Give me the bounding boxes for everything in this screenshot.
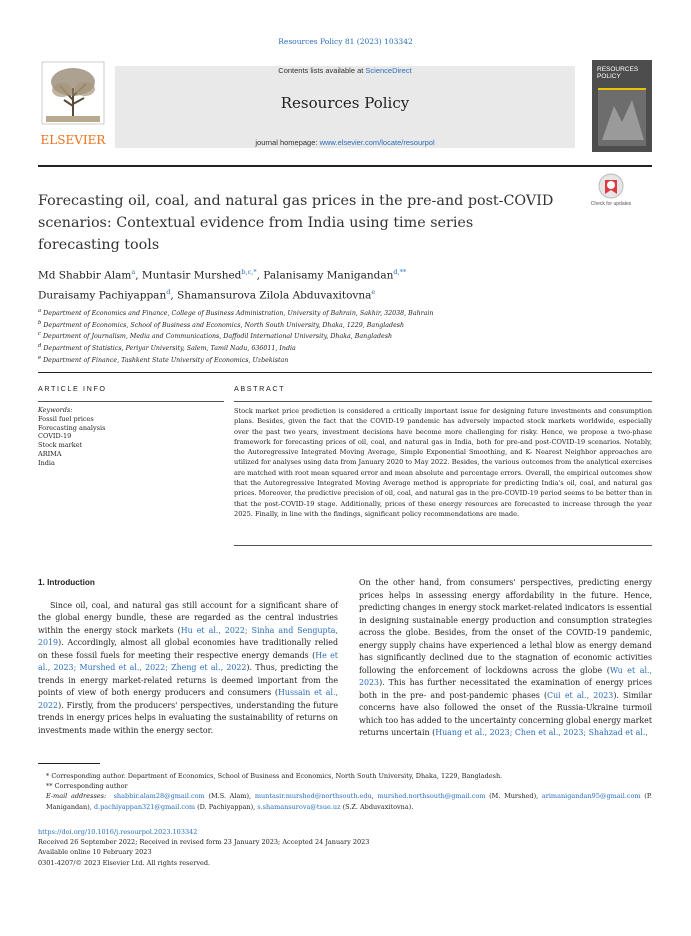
footnote-rule <box>38 763 100 764</box>
keyword-item: India <box>38 458 55 467</box>
abstract-rule <box>234 401 652 402</box>
keywords-list <box>38 415 224 468</box>
author-affiliation-mark[interactable]: d <box>166 287 171 296</box>
copyright: 0301-4207/© 2023 Elsevier Ltd. All rights reserved. <box>38 858 211 867</box>
affiliation-text: Department of Economics and Finance, College of Business Administration, University of Bahrain, Sakhir, 32038, Bahrain <box>41 310 434 318</box>
header-rule <box>38 165 652 167</box>
elsevier-logo <box>38 60 108 152</box>
affiliation-mark: b <box>38 319 42 326</box>
body-text: ). Accordingly, almost all global economies have traditionally relied on these fossil fuels for meeting their respective energy demands ( <box>38 638 338 660</box>
citation-link[interactable]: He et al., 2023; Murshed et al., 2022; Zheng et al., 2022 <box>38 650 338 672</box>
corresponding-author-2: ** Corresponding author <box>46 782 128 791</box>
affiliation-item <box>38 342 638 354</box>
author-list: Md Shabbir Alam$^a$, Muntasir Murshed$^{b,c,*}$, Palanisamy Manigandan$^{d,**}$ Duraisamy Pachiyappan$^d$, Shamansurova Zilola Abduvaxitovna$^e$ <box>38 268 407 301</box>
affiliation-item <box>38 307 638 319</box>
journal-masthead <box>38 60 652 155</box>
affiliation-item <box>38 330 638 342</box>
email-owner: (D. Pachiyappan), <box>195 802 258 811</box>
abstract-bottom-rule <box>234 545 652 546</box>
author-affiliation-mark[interactable]: a <box>131 268 136 276</box>
body-text: Since oil, coal, and natural gas still account for a significant share of the global energy bundle, these are regarded as the central industries within the energy stock markets ( <box>38 600 338 635</box>
email-owner: (P. Manigandan), <box>46 792 652 811</box>
body-text: ). Similar concerns have also followed the onset of the Russia-Ukraine turmoil which too has added to the uncertainty concerning global energy market returns uncertain ( <box>359 690 652 737</box>
author-name[interactable]: Md Shabbir Alam <box>38 269 132 282</box>
keyword-item: Stock market <box>38 441 83 450</box>
keywords-label: Keywords: <box>38 406 73 414</box>
body-text: ). Thus, predicting the trends in energy market-related returns is deemed important from the points of view of both energy producers and consumers ( <box>38 663 338 697</box>
keywords-block <box>38 406 224 468</box>
body-column-left <box>38 577 338 737</box>
author-name[interactable]: Muntasir Murshed <box>141 269 242 282</box>
available-online: Available online 10 February 2023 <box>38 848 152 857</box>
keyword-item: ARIMA <box>38 449 62 458</box>
citation-link[interactable]: Hu et al., 2022; Sinha and Sengupta, 2019 <box>38 625 338 647</box>
check-for-updates-badge[interactable] <box>590 172 632 212</box>
article-info-heading: ARTICLE INFO <box>38 384 107 393</box>
email-link[interactable]: d.pachiyappan321@gmail.com <box>93 802 196 811</box>
citation-link[interactable]: Hussain et al., 2022 <box>38 688 338 710</box>
journal-name: Resources Policy <box>280 94 410 112</box>
contents-line <box>115 66 575 75</box>
affiliation-item <box>38 354 638 366</box>
email-link[interactable]: shabbir.alam28@gmail.com <box>113 792 205 801</box>
email-link[interactable]: s.shamansurova@tsue.uz <box>257 802 341 811</box>
abstract-text: Stock market price prediction is considered a critically important issue for designing future investments and consumption plans. Besides, given the fact that the COVID-19 pandemic has adversely impacted stock markets worldwide, especially over the past two years, investment decisions have become more challenging for risky. Hence, we propose a two-phase framework for forecasting prices of oil, coal, and natural gas in India, both for pre-and post-COVID-19 scenarios. Notably, the Autoregressive Integrated Moving Average, Simple Exponential Smoothing, and K- Nearest Neighbor approaches are utilized for analyses using data from January 2020 to May 2022. Besides, the various outcomes from the analytical exercises are matched with root mean squared error and mean absolute and percentage errors. Overall, the empirical outcomes show that the Autoregressive Integrated Moving Average method is appropriate for predicting India's oil, coal, and natural gas prices. Moreover, the predictive precision of oil, coal, and natural gas in the pre-COVID-19 period seems to be better than in that the post-COVID-19 stage. Additionally, prices of these energy resources are forecasted to increase through the year 2025. Finally, in line with the findings, significant policy recommendations are made. <box>234 407 652 518</box>
publisher-name: ELSEVIER <box>40 133 106 147</box>
affiliation-text: Department of Journalism, Media and Communications, Daffodil International University, Dhaka, Bangladesh <box>40 333 393 341</box>
article-history <box>38 827 652 868</box>
email-owner: , <box>371 792 378 801</box>
email-owner: (S.Z. Abduvaxitovna). <box>340 802 414 811</box>
body-text: On the other hand, from consumers' perspectives, predicting energy prices helps in assessing energy affordability in the future. Hence, predicting changes in energy stock market-related indicators is essential in designing sustainable energy production and consumption strategies across the globe. Besides, from the onset of the COVID-19 pandemic, energy supply chains have experienced a lethal blow as energy demand has significantly declined due to the stagnation of economic activities following the enforcement of lockdowns across the globe ( <box>359 578 652 675</box>
affiliation-text: Department of Economics, School of Business and Economics, North South University, Dhaka, 1229, Bangladesh <box>41 321 405 329</box>
keyword-item: Forecasting analysis <box>38 423 106 432</box>
author-name[interactable]: Shamansurova Zilola Abduvaxitovna <box>177 289 372 301</box>
author-name[interactable]: Palanisamy Manigandan <box>263 269 394 282</box>
affiliation-text: Department of Statistics, Periyar University, Salem, Tamil Nadu, 636011, India <box>41 345 296 353</box>
citation-link[interactable]: Wu et al., 2023 <box>359 665 652 687</box>
article-info-rule <box>38 401 224 402</box>
section-rule <box>38 372 652 373</box>
body-column-right <box>359 577 652 740</box>
affiliation-mark: a <box>38 308 42 314</box>
corresponding-author-1: * Corresponding author. Department of Economics, School of Business and Economics, North South University, Dhaka, 1229, Bangladesh. <box>46 772 503 780</box>
crossmark-label: Check for updates <box>590 201 632 207</box>
abstract-heading: ABSTRACT <box>234 384 286 393</box>
citation-link[interactable]: Cui et al., 2023 <box>547 690 614 700</box>
email-link[interactable]: muntasir.murshed@northsouth.edu <box>254 792 372 801</box>
citation-link[interactable]: Huang et al., 2023; Chen et al., 2023; Shahzad et al., <box>435 728 648 737</box>
email-link[interactable]: arimanigandan95@gmail.com <box>541 792 641 801</box>
journal-homepage-link[interactable]: www.elsevier.com/locate/resourpol <box>319 138 435 147</box>
journal-reference[interactable]: Resources Policy 81 (2023) 103342 <box>278 37 413 46</box>
cover-title: RESOURCES POLICY <box>597 66 639 80</box>
received-dates: Received 26 September 2022; Received in revised form 23 January 2023; Accepted 24 January 2023 <box>38 838 370 847</box>
affiliation-mark: e <box>38 354 42 361</box>
contents-prefix: Contents lists available at <box>278 66 366 75</box>
introduction-paragraph-1 <box>38 600 338 738</box>
author-affiliation-mark[interactable]: e <box>371 287 376 296</box>
sciencedirect-link[interactable]: ScienceDirect <box>365 66 412 75</box>
email-link[interactable]: murshed.northsouth@gmail.com <box>377 792 486 801</box>
email-owner: (M. Murshed), <box>485 792 542 801</box>
footnotes <box>38 771 652 812</box>
homepage-prefix: journal homepage: <box>255 138 320 147</box>
email-addresses <box>38 791 652 811</box>
affiliation-mark: d <box>38 343 42 350</box>
keyword-item: COVID-19 <box>38 432 72 441</box>
article-title: Forecasting oil, coal, and natural gas prices in the pre-and post-COVID scenarios: Contextual evidence from India using time series forecasting tools <box>38 193 554 253</box>
masthead-center <box>115 66 575 148</box>
author-affiliation-mark[interactable]: b,c,* <box>241 268 257 276</box>
affiliations <box>38 307 638 365</box>
introduction-heading: 1. Introduction <box>38 578 95 587</box>
homepage-line <box>115 138 575 147</box>
author-affiliation-mark[interactable]: d,** <box>393 268 407 276</box>
affiliation-item <box>38 319 638 331</box>
doi-link[interactable]: https://doi.org/10.1016/j.resourpol.2023.103342 <box>38 828 198 836</box>
affiliation-mark: c <box>38 331 41 338</box>
introduction-paragraph-2 <box>359 577 652 740</box>
keyword-item: Fossil fuel prices <box>38 414 94 423</box>
email-list <box>46 792 652 810</box>
journal-cover-image <box>592 60 652 152</box>
author-name[interactable]: Duraisamy Pachiyappan <box>38 289 167 301</box>
affiliation-text: Department of Finance, Tashkent State University of Economics, Uzbekistan <box>41 356 289 364</box>
email-label: E-mail addresses: <box>46 792 107 801</box>
body-text: ). This has further necessitated the examination of energy prices both in the pre- and post-pandemic phases ( <box>359 678 652 700</box>
body-text: ). Firstly, from the producers' perspectives, understanding the future trends in energy prices helps in evaluating the sustainability of returns on investments made within the energy sector. <box>38 700 338 735</box>
email-owner: (M.S. Alam), <box>204 792 255 801</box>
